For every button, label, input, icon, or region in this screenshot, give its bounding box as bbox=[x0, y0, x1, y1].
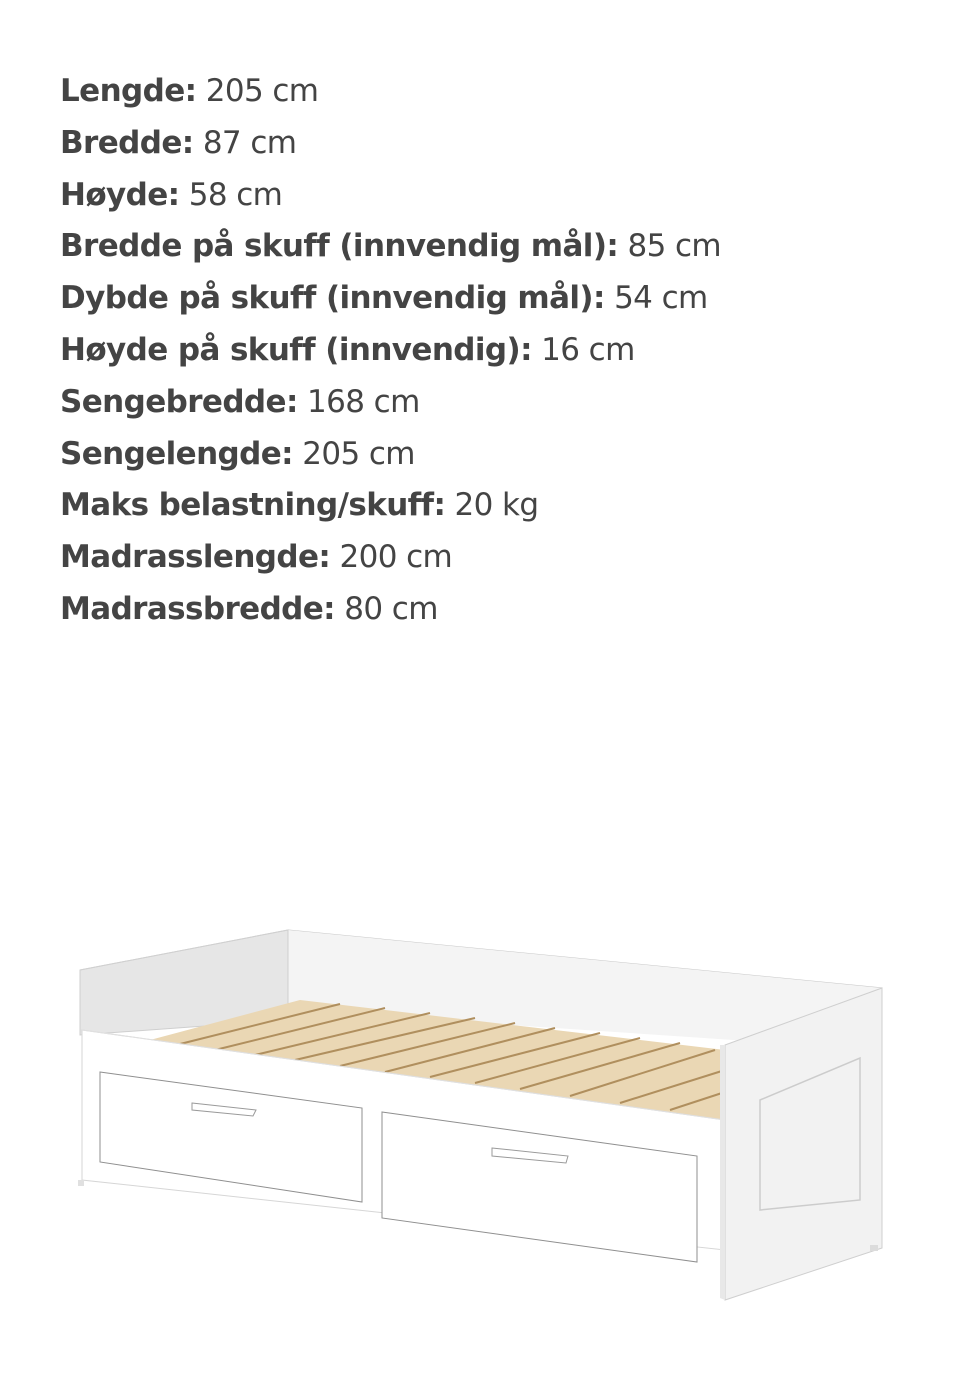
spec-value: 85 cm bbox=[627, 228, 722, 265]
spec-bed-width bbox=[60, 377, 721, 429]
spec-mattress-length bbox=[60, 532, 721, 584]
spec-label: Høyde: bbox=[60, 176, 180, 213]
spec-label: Høyde på skuff (innvendig): bbox=[60, 331, 532, 368]
spec-label: Bredde på skuff (innvendig mål): bbox=[60, 228, 619, 265]
spec-mattress-width bbox=[60, 584, 721, 636]
spec-label: Lengde: bbox=[60, 73, 197, 109]
spec-label: Dybde på skuff (innvendig mål): bbox=[60, 280, 605, 317]
spec-value: 200 cm bbox=[339, 539, 453, 576]
spec-value: 168 cm bbox=[307, 383, 420, 420]
spec-width bbox=[60, 118, 721, 170]
spec-max-load-drawer bbox=[60, 480, 721, 532]
spec-bed-length bbox=[60, 429, 721, 481]
spec-value: 87 cm bbox=[202, 124, 297, 161]
spec-drawer-depth bbox=[60, 273, 721, 325]
spec-label: Madrasslengde: bbox=[60, 539, 331, 576]
spec-value: 54 cm bbox=[614, 280, 708, 317]
spec-label: Maks belastning/skuff: bbox=[60, 487, 446, 524]
spec-value: 20 kg bbox=[454, 487, 539, 524]
spec-drawer-width bbox=[60, 221, 721, 273]
spec-label: Sengelengde: bbox=[60, 435, 293, 472]
spec-height bbox=[60, 170, 721, 222]
spec-value: 205 cm bbox=[302, 435, 415, 472]
spec-value: 16 cm bbox=[541, 331, 635, 368]
spec-label: Bredde: bbox=[60, 124, 194, 161]
spec-drawer-height bbox=[60, 325, 721, 377]
spec-label: Madrassbredde: bbox=[60, 590, 335, 627]
spec-value: 205 cm bbox=[205, 73, 319, 109]
product-specifications bbox=[60, 66, 721, 636]
spec-label: Sengebredde: bbox=[60, 383, 298, 420]
spec-value: 80 cm bbox=[344, 590, 438, 627]
spec-length bbox=[60, 66, 721, 118]
spec-value: 58 cm bbox=[188, 176, 283, 213]
daybed-product-image bbox=[60, 900, 900, 1320]
